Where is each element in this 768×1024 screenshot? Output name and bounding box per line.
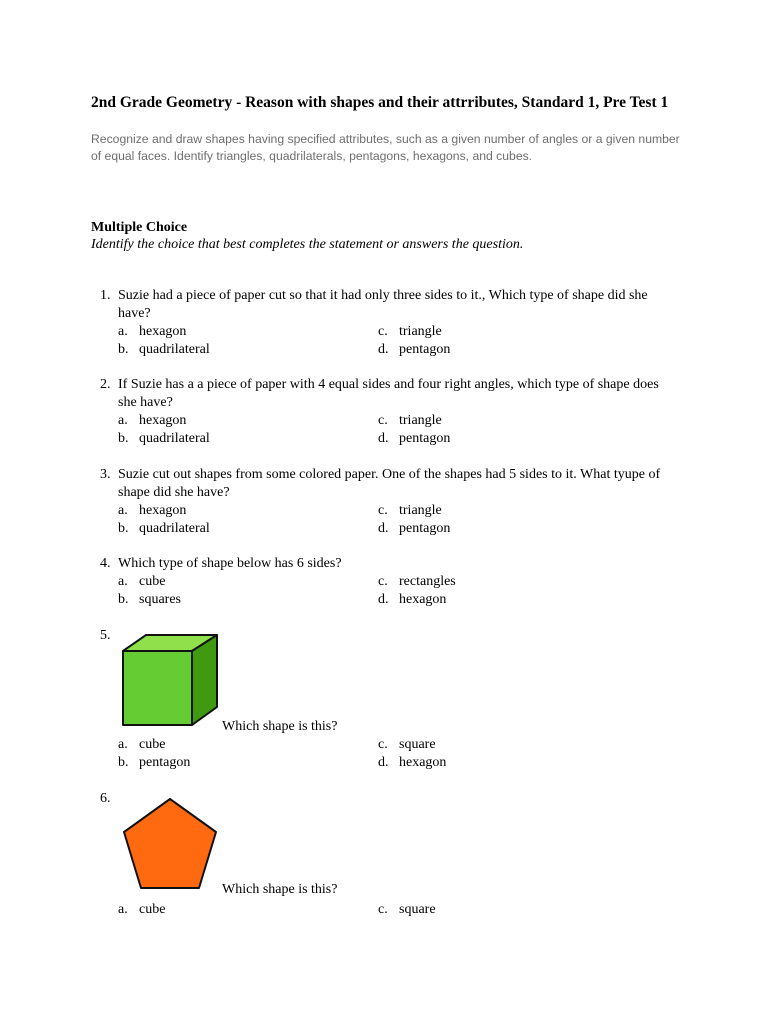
option-text: rectangles [399, 574, 456, 589]
option-letter: c. [378, 413, 388, 428]
option-letter: b. [118, 431, 129, 446]
option-letter: c. [378, 574, 388, 589]
option-text: triangle [399, 503, 442, 518]
answer-options [100, 736, 680, 772]
green-cube-icon [120, 633, 220, 729]
option-letter: b. [118, 755, 129, 770]
option-text: hexagon [139, 324, 187, 339]
option-letter: b. [118, 521, 129, 536]
option-text: square [399, 737, 436, 752]
option-letter: c. [378, 503, 388, 518]
option-letter: c. [378, 737, 388, 752]
answer-options [100, 502, 680, 538]
question-number: 2. [100, 377, 111, 392]
question-prompt: Which shape is this? [222, 719, 338, 734]
question-text: If Suzie has a a piece of paper with 4 equal sides and four right angles, which type of shape does she have? [118, 377, 659, 410]
option-d[interactable] [378, 520, 450, 538]
option-b[interactable] [118, 520, 210, 538]
option-letter: b. [118, 592, 129, 607]
option-letter: a. [118, 902, 128, 917]
option-letter: c. [378, 902, 388, 917]
section-title: Multiple Choice [91, 220, 188, 235]
option-text: quadrilateral [139, 521, 210, 536]
option-c[interactable] [378, 573, 456, 591]
option-letter: b. [118, 342, 129, 357]
option-text: cube [139, 737, 166, 752]
option-text: pentagon [399, 521, 451, 536]
option-text: triangle [399, 324, 442, 339]
question-5 [100, 627, 680, 777]
option-letter: a. [118, 413, 128, 428]
question-text: Which type of shape below has 6 sides? [118, 556, 342, 571]
section-instructions: Identify the choice that best completes the statement or answers the question. [91, 237, 524, 252]
question-number: 1. [100, 288, 111, 303]
answer-options [100, 412, 680, 448]
option-d[interactable] [378, 430, 450, 448]
option-text: hexagon [139, 413, 187, 428]
option-c[interactable] [378, 323, 442, 341]
option-b[interactable] [118, 430, 210, 448]
option-letter: a. [118, 324, 128, 339]
option-a[interactable] [118, 736, 165, 754]
question-2 [100, 376, 680, 448]
option-letter: d. [378, 755, 389, 770]
option-b[interactable] [118, 754, 190, 772]
option-letter: d. [378, 431, 389, 446]
option-text: squares [139, 592, 181, 607]
option-text: hexagon [139, 503, 187, 518]
option-text: pentagon [399, 431, 451, 446]
answer-options [100, 573, 680, 609]
option-a[interactable] [118, 573, 165, 591]
option-letter: d. [378, 521, 389, 536]
option-text: quadrilateral [139, 431, 210, 446]
option-c[interactable] [378, 736, 436, 754]
option-text: pentagon [139, 755, 191, 770]
page-title: 2nd Grade Geometry - Reason with shapes and their attrributes, Standard 1, Pre Test 1 [91, 94, 669, 111]
question-1 [100, 287, 680, 359]
orange-pentagon-icon [120, 796, 220, 892]
option-a[interactable] [118, 502, 186, 520]
option-text: pentagon [399, 342, 451, 357]
option-letter: c. [378, 324, 388, 339]
option-text: cube [139, 574, 166, 589]
question-number: 5. [100, 628, 111, 643]
option-b[interactable] [118, 591, 181, 609]
option-a[interactable] [118, 323, 186, 341]
question-text: Suzie had a piece of paper cut so that it had only three sides to it., Which type of shape did she have? [118, 288, 648, 321]
question-6 [100, 790, 680, 930]
answer-options [100, 323, 680, 359]
option-letter: a. [118, 737, 128, 752]
option-c[interactable] [378, 901, 436, 919]
option-text: hexagon [399, 755, 447, 770]
option-a[interactable] [118, 901, 165, 919]
option-letter: d. [378, 592, 389, 607]
option-text: cube [139, 902, 166, 917]
option-d[interactable] [378, 754, 446, 772]
option-letter: d. [378, 342, 389, 357]
option-b[interactable] [118, 341, 210, 359]
option-c[interactable] [378, 502, 442, 520]
question-number: 6. [100, 791, 111, 806]
question-prompt: Which shape is this? [222, 882, 338, 897]
option-d[interactable] [378, 591, 446, 609]
option-text: hexagon [399, 592, 447, 607]
page-subtitle: Recognize and draw shapes having specified attributes, such as a given number of angles or a given number of equal faces. Identify triangles, quadrilaterals, pentagons, hexagons, and cubes. [91, 132, 680, 163]
option-a[interactable] [118, 412, 186, 430]
question-3 [100, 466, 680, 538]
option-c[interactable] [378, 412, 442, 430]
question-number: 3. [100, 467, 111, 482]
option-letter: a. [118, 574, 128, 589]
option-d[interactable] [378, 341, 450, 359]
option-letter: a. [118, 503, 128, 518]
answer-options [100, 901, 680, 919]
question-number: 4. [100, 556, 111, 571]
question-4 [100, 555, 680, 609]
option-text: square [399, 902, 436, 917]
option-text: triangle [399, 413, 442, 428]
question-text: Suzie cut out shapes from some colored paper. One of the shapes had 5 sides to it. What tyupe of shape did she have? [118, 467, 661, 500]
option-text: quadrilateral [139, 342, 210, 357]
